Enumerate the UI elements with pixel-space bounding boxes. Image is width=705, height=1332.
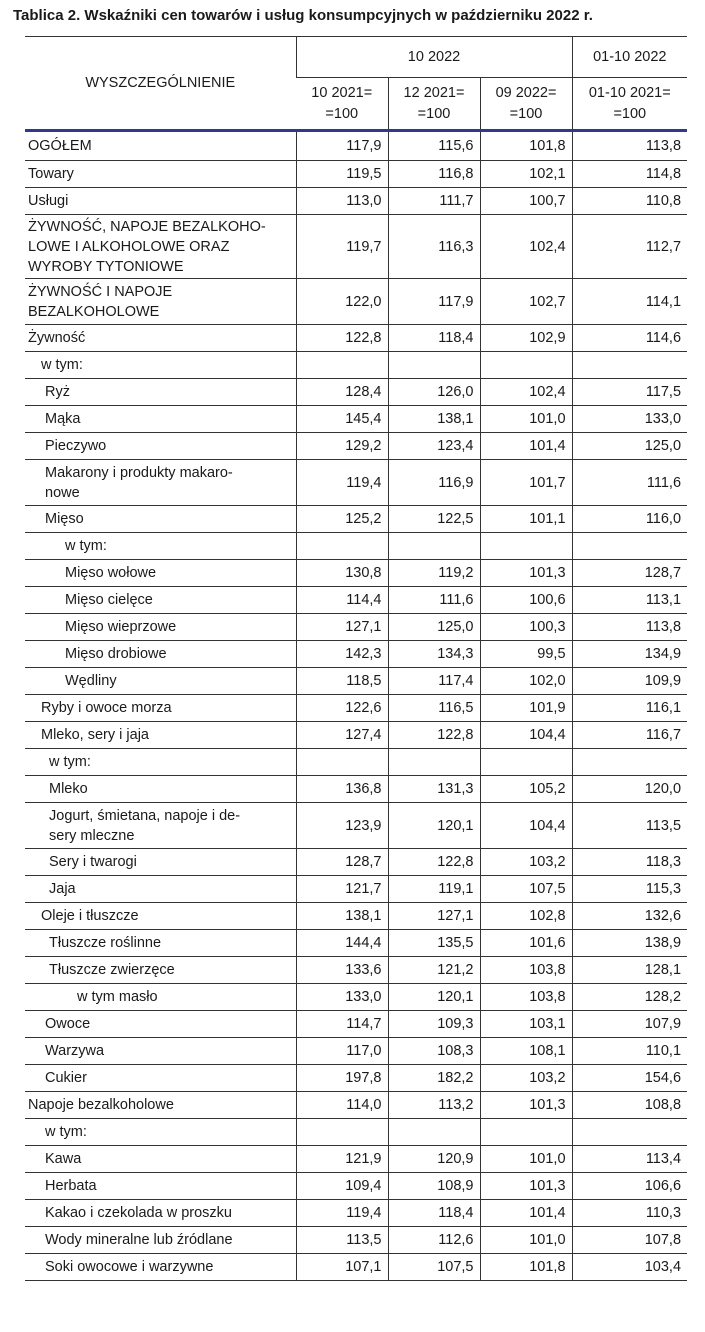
row-value-4: 109,9: [572, 668, 687, 695]
row-label: Kawa: [25, 1146, 296, 1173]
table-row: [25, 930, 687, 957]
row-value-4: 110,8: [572, 188, 687, 215]
row-label: Tłuszcze roślinne: [25, 930, 296, 957]
row-value-1: 122,6: [296, 695, 388, 722]
row-value-3: 101,1: [480, 506, 572, 533]
row-value-4: [572, 1119, 687, 1146]
row-value-4: 138,9: [572, 930, 687, 957]
row-label: Tłuszcze zwierzęce: [25, 957, 296, 984]
row-value-1: 145,4: [296, 406, 388, 433]
row-value-3: 104,4: [480, 803, 572, 849]
row-value-2: 116,3: [388, 215, 480, 279]
row-value-4: 107,8: [572, 1227, 687, 1254]
row-value-3: 103,2: [480, 1065, 572, 1092]
row-value-4: 120,0: [572, 776, 687, 803]
row-label: Herbata: [25, 1173, 296, 1200]
row-value-3: 101,9: [480, 695, 572, 722]
row-value-3: 108,1: [480, 1038, 572, 1065]
row-value-1: 118,5: [296, 668, 388, 695]
row-value-4: 118,3: [572, 849, 687, 876]
table-row: [25, 215, 687, 279]
row-label: Mleko: [25, 776, 296, 803]
table-row: [25, 131, 687, 161]
row-label: Owoce: [25, 1011, 296, 1038]
row-label: Mięso wołowe: [25, 560, 296, 587]
row-value-3: 102,0: [480, 668, 572, 695]
row-value-2: 111,6: [388, 587, 480, 614]
row-value-4: 125,0: [572, 433, 687, 460]
row-label: Wody mineralne lub źródlane: [25, 1227, 296, 1254]
row-value-1: 136,8: [296, 776, 388, 803]
table-row: [25, 433, 687, 460]
row-value-1: 133,0: [296, 984, 388, 1011]
table-row: [25, 1038, 687, 1065]
row-label: w tym:: [25, 749, 296, 776]
row-label: w tym:: [25, 352, 296, 379]
table-row: [25, 1227, 687, 1254]
row-value-2: 118,4: [388, 1200, 480, 1227]
row-label: Żywność: [25, 325, 296, 352]
price-index-table: [25, 36, 687, 1281]
row-value-2: 182,2: [388, 1065, 480, 1092]
row-value-2: 121,2: [388, 957, 480, 984]
table-row: [25, 1011, 687, 1038]
row-value-1: 144,4: [296, 930, 388, 957]
row-value-2: 122,8: [388, 722, 480, 749]
row-label: Pieczywo: [25, 433, 296, 460]
row-value-2: 127,1: [388, 903, 480, 930]
row-value-2: 134,3: [388, 641, 480, 668]
row-label: ŻYWNOŚĆ I NAPOJE BEZALKOHOLOWE: [25, 279, 296, 325]
row-value-4: 113,8: [572, 131, 687, 161]
row-value-3: 101,7: [480, 460, 572, 506]
table-row: [25, 279, 687, 325]
table-title: Tablica 2. Wskaźniki cen towarów i usług konsumpcyjnych w październiku 2022 r.: [13, 7, 593, 24]
row-value-2: 112,6: [388, 1227, 480, 1254]
row-label: Jaja: [25, 876, 296, 903]
table-row: [25, 460, 687, 506]
row-value-1: 133,6: [296, 957, 388, 984]
row-value-3: 101,8: [480, 131, 572, 161]
table-row: [25, 722, 687, 749]
header-sub-4: 01-10 2021= =100: [572, 78, 687, 131]
row-value-4: [572, 533, 687, 560]
row-value-2: 120,1: [388, 803, 480, 849]
header-sub-2: 12 2021= =100: [388, 78, 480, 131]
row-value-3: 104,4: [480, 722, 572, 749]
row-value-2: 122,5: [388, 506, 480, 533]
row-label: Soki owocowe i warzywne: [25, 1254, 296, 1281]
row-value-1: 119,5: [296, 161, 388, 188]
row-value-4: 112,7: [572, 215, 687, 279]
table-row: [25, 325, 687, 352]
table-row: [25, 1173, 687, 1200]
row-value-4: [572, 352, 687, 379]
row-value-2: 119,2: [388, 560, 480, 587]
header-spec: WYSZCZEGÓLNIENIE: [25, 37, 296, 131]
row-value-3: 103,8: [480, 984, 572, 1011]
table-row: [25, 161, 687, 188]
row-value-4: 113,5: [572, 803, 687, 849]
row-value-2: 131,3: [388, 776, 480, 803]
row-label: Mięso wieprzowe: [25, 614, 296, 641]
table-row: [25, 1146, 687, 1173]
row-value-1: 113,5: [296, 1227, 388, 1254]
row-value-2: 108,9: [388, 1173, 480, 1200]
row-value-3: 107,5: [480, 876, 572, 903]
row-value-1: [296, 352, 388, 379]
table-row: [25, 984, 687, 1011]
row-label: Mięso: [25, 506, 296, 533]
row-value-2: 120,1: [388, 984, 480, 1011]
row-value-2: 109,3: [388, 1011, 480, 1038]
row-value-4: 107,9: [572, 1011, 687, 1038]
row-value-2: [388, 533, 480, 560]
row-value-3: [480, 352, 572, 379]
row-value-1: 117,9: [296, 131, 388, 161]
header-group-01-10-2022: 01-10 2022: [572, 37, 687, 78]
row-value-3: 101,0: [480, 406, 572, 433]
row-value-4: 128,2: [572, 984, 687, 1011]
row-value-4: 128,7: [572, 560, 687, 587]
row-value-1: 119,4: [296, 460, 388, 506]
row-value-3: 101,4: [480, 1200, 572, 1227]
row-value-2: 117,4: [388, 668, 480, 695]
table-row: [25, 379, 687, 406]
row-value-1: 114,0: [296, 1092, 388, 1119]
row-value-2: 113,2: [388, 1092, 480, 1119]
row-value-2: 118,4: [388, 325, 480, 352]
row-value-4: 110,3: [572, 1200, 687, 1227]
row-label: Jogurt, śmietana, napoje i de- sery mleczne: [25, 803, 296, 849]
table-row: [25, 352, 687, 379]
table-row: [25, 776, 687, 803]
row-value-2: 138,1: [388, 406, 480, 433]
row-value-4: 117,5: [572, 379, 687, 406]
row-value-2: 123,4: [388, 433, 480, 460]
row-label: Kakao i czekolada w proszku: [25, 1200, 296, 1227]
row-value-4: 113,8: [572, 614, 687, 641]
row-value-1: [296, 749, 388, 776]
row-value-4: [572, 749, 687, 776]
row-value-3: 102,4: [480, 215, 572, 279]
table-row: [25, 957, 687, 984]
row-value-2: 111,7: [388, 188, 480, 215]
row-value-3: 101,0: [480, 1227, 572, 1254]
row-value-3: 99,5: [480, 641, 572, 668]
table-row: [25, 803, 687, 849]
row-value-2: 117,9: [388, 279, 480, 325]
table-row: [25, 560, 687, 587]
row-value-2: 116,9: [388, 460, 480, 506]
row-value-1: 127,4: [296, 722, 388, 749]
row-value-4: 132,6: [572, 903, 687, 930]
table-row: [25, 533, 687, 560]
row-value-4: 106,6: [572, 1173, 687, 1200]
row-value-4: 116,0: [572, 506, 687, 533]
row-value-1: 125,2: [296, 506, 388, 533]
row-value-1: 130,8: [296, 560, 388, 587]
table-body: [25, 131, 687, 1281]
table-row: [25, 849, 687, 876]
table-row: [25, 1200, 687, 1227]
row-value-3: 101,3: [480, 1173, 572, 1200]
row-value-1: 123,9: [296, 803, 388, 849]
row-value-1: 113,0: [296, 188, 388, 215]
row-value-4: 103,4: [572, 1254, 687, 1281]
row-value-3: 101,3: [480, 1092, 572, 1119]
row-label: Towary: [25, 161, 296, 188]
table-row: [25, 1254, 687, 1281]
row-label: w tym:: [25, 1119, 296, 1146]
row-value-4: 113,4: [572, 1146, 687, 1173]
row-value-2: 135,5: [388, 930, 480, 957]
row-value-3: 101,3: [480, 560, 572, 587]
row-label: OGÓŁEM: [25, 131, 296, 161]
row-value-3: 101,0: [480, 1146, 572, 1173]
row-value-4: 114,6: [572, 325, 687, 352]
row-value-1: 119,7: [296, 215, 388, 279]
row-value-1: 114,7: [296, 1011, 388, 1038]
table-row: [25, 1119, 687, 1146]
row-value-1: 197,8: [296, 1065, 388, 1092]
row-label: Oleje i tłuszcze: [25, 903, 296, 930]
row-value-3: 101,6: [480, 930, 572, 957]
row-label: Cukier: [25, 1065, 296, 1092]
row-label: Wędliny: [25, 668, 296, 695]
row-label: Warzywa: [25, 1038, 296, 1065]
row-label: Napoje bezalkoholowe: [25, 1092, 296, 1119]
row-value-3: 102,8: [480, 903, 572, 930]
table-row: [25, 903, 687, 930]
table-header: [25, 37, 687, 131]
row-label: w tym masło: [25, 984, 296, 1011]
row-value-3: 102,1: [480, 161, 572, 188]
table-row: [25, 876, 687, 903]
row-value-2: [388, 749, 480, 776]
row-value-1: 114,4: [296, 587, 388, 614]
header-sub-3: 09 2022= =100: [480, 78, 572, 131]
row-value-4: 114,8: [572, 161, 687, 188]
row-value-3: 102,7: [480, 279, 572, 325]
table-row: [25, 506, 687, 533]
row-value-1: 119,4: [296, 1200, 388, 1227]
table-row: [25, 406, 687, 433]
row-value-3: 103,8: [480, 957, 572, 984]
row-value-1: 128,7: [296, 849, 388, 876]
row-value-1: 122,0: [296, 279, 388, 325]
row-value-2: 126,0: [388, 379, 480, 406]
row-value-1: 107,1: [296, 1254, 388, 1281]
row-value-4: 113,1: [572, 587, 687, 614]
row-value-1: [296, 533, 388, 560]
row-value-2: [388, 1119, 480, 1146]
row-label: Ryż: [25, 379, 296, 406]
row-label: Makarony i produkty makaro- nowe: [25, 460, 296, 506]
row-value-3: 101,8: [480, 1254, 572, 1281]
row-value-4: 128,1: [572, 957, 687, 984]
row-value-4: 133,0: [572, 406, 687, 433]
header-group-10-2022: 10 2022: [296, 37, 572, 78]
table-row: [25, 1092, 687, 1119]
row-label: Usługi: [25, 188, 296, 215]
row-value-2: 107,5: [388, 1254, 480, 1281]
row-value-4: 115,3: [572, 876, 687, 903]
table-row: [25, 587, 687, 614]
row-value-3: 103,1: [480, 1011, 572, 1038]
row-value-2: 120,9: [388, 1146, 480, 1173]
row-value-1: 142,3: [296, 641, 388, 668]
row-value-2: 122,8: [388, 849, 480, 876]
row-value-4: 116,7: [572, 722, 687, 749]
row-value-4: 111,6: [572, 460, 687, 506]
row-label: Mleko, sery i jaja: [25, 722, 296, 749]
row-value-3: [480, 1119, 572, 1146]
row-value-2: 116,8: [388, 161, 480, 188]
row-value-3: 100,7: [480, 188, 572, 215]
row-label: Mąka: [25, 406, 296, 433]
row-value-1: 117,0: [296, 1038, 388, 1065]
row-value-3: 102,4: [480, 379, 572, 406]
row-value-1: 109,4: [296, 1173, 388, 1200]
table-row: [25, 749, 687, 776]
row-label: w tym:: [25, 533, 296, 560]
table-row: [25, 1065, 687, 1092]
row-label: Mięso drobiowe: [25, 641, 296, 668]
row-value-4: 134,9: [572, 641, 687, 668]
row-value-2: 119,1: [388, 876, 480, 903]
row-value-3: 103,2: [480, 849, 572, 876]
row-value-2: 116,5: [388, 695, 480, 722]
row-value-3: 105,2: [480, 776, 572, 803]
row-value-2: 125,0: [388, 614, 480, 641]
row-value-3: 100,6: [480, 587, 572, 614]
row-value-3: 101,4: [480, 433, 572, 460]
row-value-4: 110,1: [572, 1038, 687, 1065]
row-value-1: 128,4: [296, 379, 388, 406]
table-row: [25, 668, 687, 695]
row-value-2: 115,6: [388, 131, 480, 161]
row-label: Sery i twarogi: [25, 849, 296, 876]
row-label: ŻYWNOŚĆ, NAPOJE BEZALKOHO- LOWE I ALKOHOLOWE ORAZ WYROBY TYTONIOWE: [25, 215, 296, 279]
row-value-4: 154,6: [572, 1065, 687, 1092]
row-value-3: [480, 749, 572, 776]
row-value-1: 121,7: [296, 876, 388, 903]
row-value-3: 102,9: [480, 325, 572, 352]
row-label: Ryby i owoce morza: [25, 695, 296, 722]
row-value-4: 116,1: [572, 695, 687, 722]
table-row: [25, 614, 687, 641]
row-label: Mięso cielęce: [25, 587, 296, 614]
row-value-2: [388, 352, 480, 379]
row-value-3: 100,3: [480, 614, 572, 641]
row-value-1: 138,1: [296, 903, 388, 930]
row-value-1: 127,1: [296, 614, 388, 641]
table-row: [25, 695, 687, 722]
table-row: [25, 641, 687, 668]
table-row: [25, 188, 687, 215]
row-value-1: 121,9: [296, 1146, 388, 1173]
row-value-2: 108,3: [388, 1038, 480, 1065]
row-value-4: 108,8: [572, 1092, 687, 1119]
row-value-1: 129,2: [296, 433, 388, 460]
row-value-3: [480, 533, 572, 560]
header-sub-1: 10 2021= =100: [296, 78, 388, 131]
row-value-4: 114,1: [572, 279, 687, 325]
row-value-1: 122,8: [296, 325, 388, 352]
row-value-1: [296, 1119, 388, 1146]
